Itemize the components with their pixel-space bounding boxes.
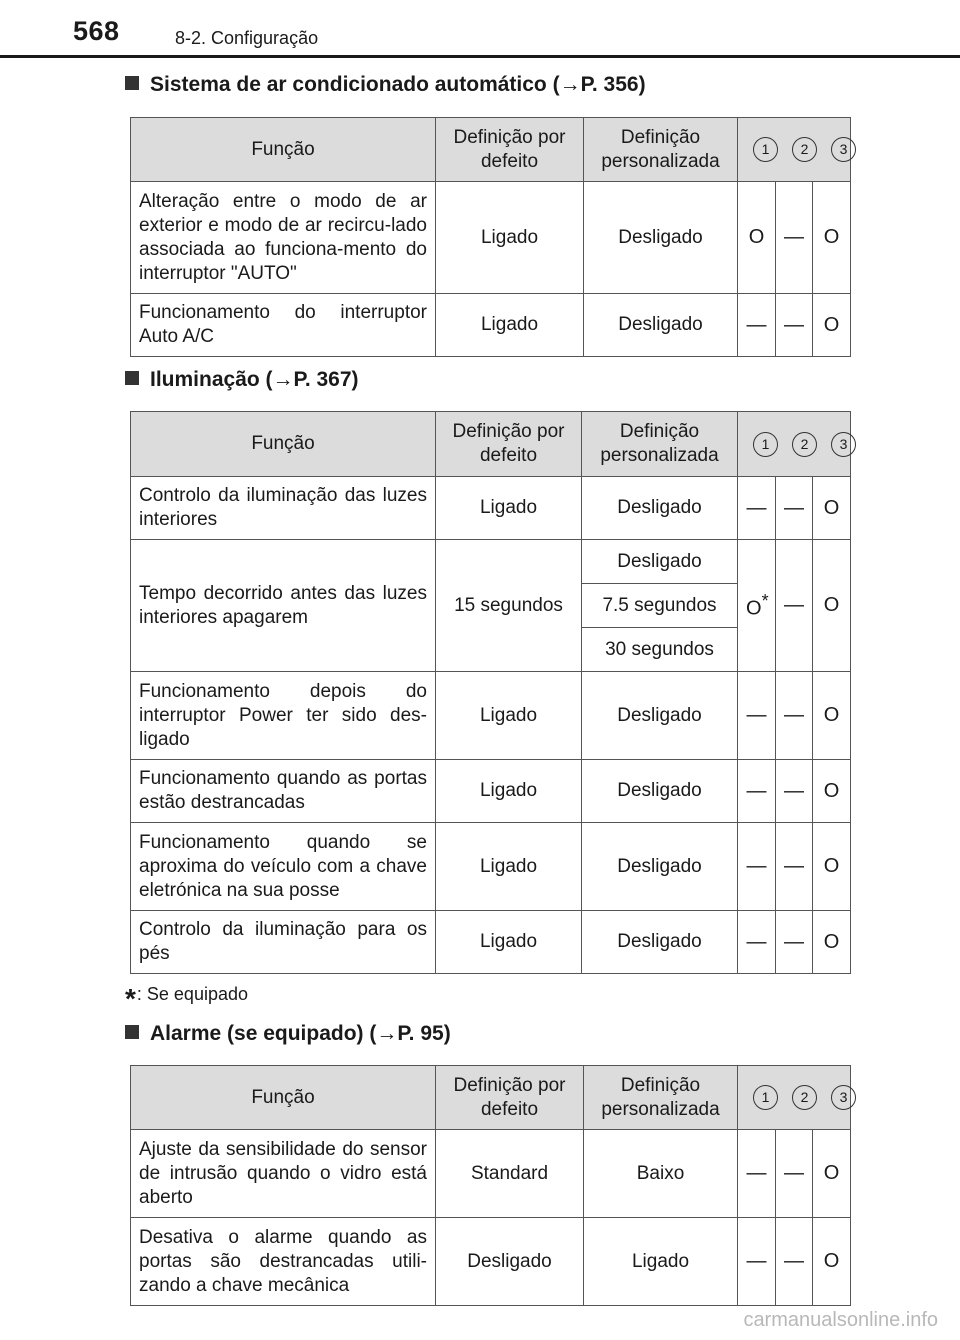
column-header-default: Definição por defeito <box>436 412 582 477</box>
default-cell: Ligado <box>436 294 584 357</box>
footnote-asterisk: * <box>761 590 769 611</box>
custom-cell: Desligado <box>582 760 738 823</box>
square-bullet-icon <box>125 1025 139 1039</box>
function-cell: Funcionamento do interruptor Auto A/C <box>131 294 436 357</box>
square-bullet-icon <box>125 76 139 90</box>
column-header-function: Função <box>131 412 436 477</box>
default-cell: Desligado <box>436 1218 584 1306</box>
method-2-cell: — <box>776 182 813 294</box>
custom-cell: Desligado <box>584 182 738 294</box>
watermark: carmanualsonline.info <box>743 1309 938 1331</box>
footnote-mark: * <box>125 983 136 1014</box>
custom-cell: Baixo <box>584 1130 738 1218</box>
default-cell: Ligado <box>436 477 582 540</box>
method-3-icon: 3 <box>831 1085 856 1110</box>
default-cell: Standard <box>436 1130 584 1218</box>
section-title-lighting <box>125 368 359 392</box>
method-1-icon: 1 <box>753 1085 778 1110</box>
method-1-cell: — <box>738 1130 776 1218</box>
default-cell: 15 segundos <box>436 540 582 672</box>
function-cell: Tempo decorrido antes das luzes interiores apagarem <box>131 540 436 672</box>
table-row <box>131 1130 851 1218</box>
method-1-cell: — <box>738 672 776 760</box>
method-1-cell: — <box>738 477 776 540</box>
method-2-cell: — <box>776 911 813 974</box>
method-3-cell: O <box>813 672 851 760</box>
method-3-icon: 3 <box>831 137 856 162</box>
column-header-methods <box>738 412 851 477</box>
function-cell: Ajuste da sensibilidade do sensor de intrusão quando o vidro está aberto <box>131 1130 436 1218</box>
method-1-cell: O <box>738 182 776 294</box>
table-row <box>131 477 851 540</box>
method-1-cell: — <box>738 1218 776 1306</box>
custom-cell: Desligado <box>584 294 738 357</box>
method-2-icon: 2 <box>792 432 817 457</box>
default-cell: Ligado <box>436 760 582 823</box>
section-title-text: Sistema de ar condicionado automático (→P. 356) <box>150 73 646 96</box>
table-row <box>131 911 851 974</box>
method-3-cell: O <box>813 182 851 294</box>
method-2-cell: — <box>776 294 813 357</box>
method-1-cell: — <box>738 760 776 823</box>
function-cell: Funcionamento depois do interruptor Power ter sido des-ligado <box>131 672 436 760</box>
method-1-cell: — <box>738 294 776 357</box>
column-header-custom: Definição personalizada <box>582 412 738 477</box>
function-cell: Controlo da iluminação para os pés <box>131 911 436 974</box>
method-1-cell <box>738 540 776 672</box>
section-title-air-conditioning <box>125 73 646 97</box>
column-header-function: Função <box>131 118 436 182</box>
method-2-cell: — <box>776 477 813 540</box>
default-cell: Ligado <box>436 672 582 760</box>
footnote-text: : Se equipado <box>136 984 248 1004</box>
table-header-row <box>131 118 851 182</box>
custom-option-cell: 30 segundos <box>582 628 738 672</box>
page-header <box>0 0 960 58</box>
method-3-cell: O <box>813 1130 851 1218</box>
custom-cell: Desligado <box>582 911 738 974</box>
table-row <box>131 760 851 823</box>
chapter-title: 8-2. Configuração <box>175 28 319 48</box>
section-title-text: Alarme (se equipado) (→P. 95) <box>150 1022 451 1045</box>
table-row <box>131 540 851 584</box>
table-row <box>131 1218 851 1306</box>
method-1-cell: — <box>738 823 776 911</box>
method-3-cell: O <box>813 294 851 357</box>
method-3-cell: O <box>813 477 851 540</box>
column-header-function: Função <box>131 1066 436 1130</box>
method-2-icon: 2 <box>792 137 817 162</box>
table-header-row <box>131 1066 851 1130</box>
table-row <box>131 182 851 294</box>
method-1-icon: 1 <box>753 432 778 457</box>
column-header-methods <box>738 1066 851 1130</box>
function-cell: Desativa o alarme quando as portas são destrancadas utili-zando a chave mecânica <box>131 1218 436 1306</box>
method-2-cell: — <box>776 1130 813 1218</box>
custom-option-cell: 7.5 segundos <box>582 584 738 628</box>
column-header-default: Definição por defeito <box>436 1066 584 1130</box>
section-title-text: Iluminação (→P. 367) <box>150 368 359 391</box>
method-3-cell: O <box>813 911 851 974</box>
column-header-default: Definição por defeito <box>436 118 584 182</box>
square-bullet-icon <box>125 371 139 385</box>
function-cell: Funcionamento quando se aproxima do veículo com a chave eletrónica na sua posse <box>131 823 436 911</box>
method-2-cell: — <box>776 672 813 760</box>
custom-cell: Desligado <box>582 823 738 911</box>
method-2-cell: — <box>776 823 813 911</box>
custom-cell: Desligado <box>582 672 738 760</box>
method-3-cell: O <box>813 540 851 672</box>
section-title-alarm <box>125 1022 451 1046</box>
table-header-row <box>131 412 851 477</box>
footnote <box>125 983 248 1015</box>
custom-cell: Desligado <box>582 477 738 540</box>
method-2-cell: — <box>776 760 813 823</box>
method-2-cell: — <box>776 540 813 672</box>
default-cell: Ligado <box>436 182 584 294</box>
function-cell: Controlo da iluminação das luzes interiores <box>131 477 436 540</box>
method-3-icon: 3 <box>831 432 856 457</box>
method-3-cell: O <box>813 760 851 823</box>
function-cell: Funcionamento quando as portas estão destrancadas <box>131 760 436 823</box>
settings-table-air-conditioning <box>130 117 851 357</box>
column-header-custom: Definição personalizada <box>584 118 738 182</box>
custom-option-cell: Desligado <box>582 540 738 584</box>
column-header-methods <box>738 118 851 182</box>
default-cell: Ligado <box>436 823 582 911</box>
method-2-cell: — <box>776 1218 813 1306</box>
table-row <box>131 672 851 760</box>
column-header-custom: Definição personalizada <box>584 1066 738 1130</box>
method-3-cell: O <box>813 823 851 911</box>
method-3-cell: O <box>813 1218 851 1306</box>
settings-table-alarm <box>130 1065 851 1306</box>
default-cell: Ligado <box>436 911 582 974</box>
header-divider <box>0 55 960 58</box>
method-1-cell: — <box>738 911 776 974</box>
method-2-icon: 2 <box>792 1085 817 1110</box>
function-cell: Alteração entre o modo de ar exterior e modo de ar recircu-lado associada ao funciona-mento do interruptor "AUTO" <box>131 182 436 294</box>
method-1-value: O <box>746 597 762 620</box>
table-row <box>131 823 851 911</box>
method-1-icon: 1 <box>753 137 778 162</box>
custom-cell: Ligado <box>584 1218 738 1306</box>
settings-table-lighting <box>130 411 851 974</box>
page-number: 568 <box>73 16 120 46</box>
table-row <box>131 294 851 357</box>
